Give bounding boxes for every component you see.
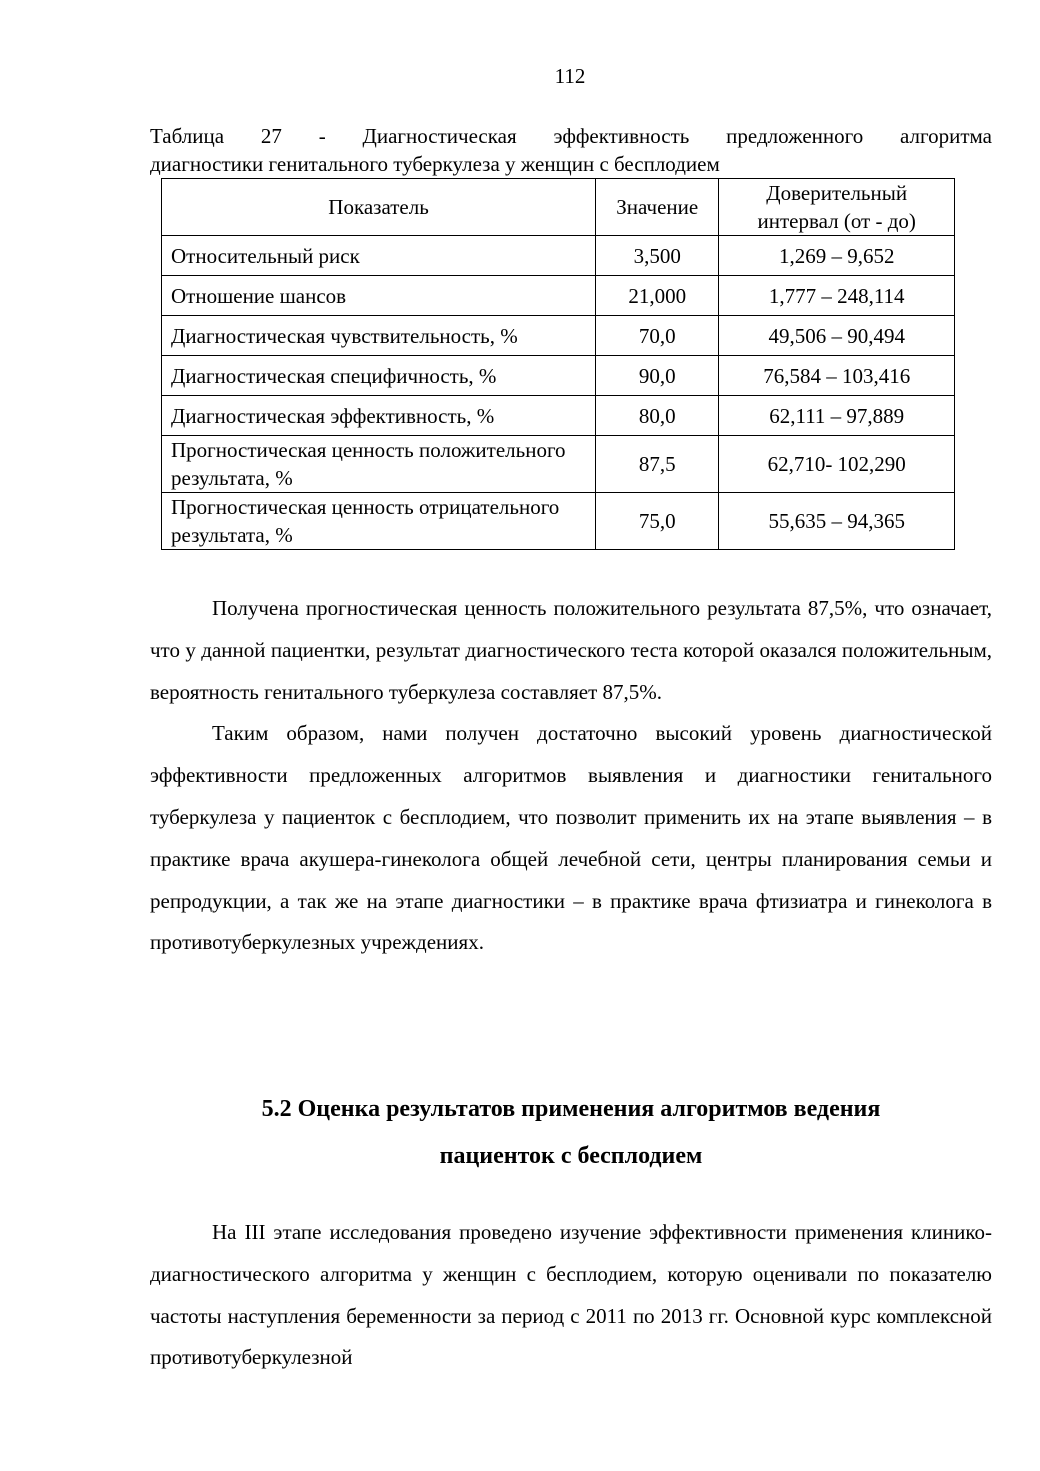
cell-indicator: Отношение шансов [162, 276, 596, 316]
header-value: Значение [596, 179, 719, 236]
paragraph: Получена прогностическая ценность положительного результата 87,5%, что означает, что у данной пациентки, результат диагностического теста которой оказался положительным, вероятность генитального туберкулеза составляет 87,5%. [150, 596, 992, 704]
section-heading [150, 1086, 992, 1180]
table-row [162, 316, 955, 356]
table-row [162, 276, 955, 316]
cell-value: 75,0 [596, 493, 719, 550]
diagnostic-efficiency-table [161, 178, 955, 550]
cell-value: 80,0 [596, 396, 719, 436]
cell-value: 70,0 [596, 316, 719, 356]
body-text [150, 588, 992, 964]
cell-value: 90,0 [596, 356, 719, 396]
cell-value: 21,000 [596, 276, 719, 316]
cell-indicator: Диагностическая эффективность, % [162, 396, 596, 436]
cell-confidence-interval: 62,111 – 97,889 [719, 396, 955, 436]
table-row [162, 356, 955, 396]
table-header-row [162, 179, 955, 236]
body-text-continued [150, 1212, 992, 1379]
cell-indicator: Прогностическая ценность положительного результата, % [162, 436, 596, 493]
cell-value: 3,500 [596, 236, 719, 276]
cell-indicator: Диагностическая чувствительность, % [162, 316, 596, 356]
table-caption [150, 122, 992, 178]
cell-value: 87,5 [596, 436, 719, 493]
table-row [162, 493, 955, 550]
cell-confidence-interval: 1,777 – 248,114 [719, 276, 955, 316]
section-heading-line-2: пациенток с бесплодием [439, 1143, 703, 1169]
header-confidence-interval: Доверительный интервал (от - до) [719, 179, 955, 236]
cell-confidence-interval: 62,710- 102,290 [719, 436, 955, 493]
cell-confidence-interval: 49,506 – 90,494 [719, 316, 955, 356]
table-caption-line-1: Таблица 27 - Диагностическая эффективность предложенного алгоритма [150, 124, 992, 148]
header-indicator: Показатель [162, 179, 596, 236]
table-row [162, 396, 955, 436]
cell-indicator: Диагностическая специфичность, % [162, 356, 596, 396]
paragraph: Таким образом, нами получен достаточно высокий уровень диагностической эффективности предложенных алгоритмов выявления и диагностики генитального туберкулеза у пациенток с бесплодием, что позволит применить их на этапе выявления – в практике врача акушера-гинеколога общей лечебной сети, центры планирования семьи и репродукции, а так же на этапе диагностики – в практике врача фтизиатра и гинеколога в противотуберкулезных учреждениях. [150, 721, 992, 955]
table-row [162, 236, 955, 276]
page-number: 112 [554, 64, 586, 88]
cell-indicator: Прогностическая ценность отрицательного результата, % [162, 493, 596, 550]
cell-confidence-interval: 1,269 – 9,652 [719, 236, 955, 276]
cell-indicator: Относительный риск [162, 236, 596, 276]
table-caption-line-2: диагностики генитального туберкулеза у женщин с бесплодием [150, 152, 720, 176]
paragraph: На III этапе исследования проведено изучение эффективности применения клинико-диагностического алгоритма у женщин с бесплодием, которую оценивали по показателю частоты наступления беременности за период с 2011 по 2013 гг. Основной курс комплексной противотуберкулезной [150, 1220, 992, 1370]
table-row [162, 436, 955, 493]
cell-confidence-interval: 76,584 – 103,416 [719, 356, 955, 396]
cell-confidence-interval: 55,635 – 94,365 [719, 493, 955, 550]
section-heading-line-1: 5.2 Оценка результатов применения алгоритмов ведения [261, 1096, 881, 1122]
